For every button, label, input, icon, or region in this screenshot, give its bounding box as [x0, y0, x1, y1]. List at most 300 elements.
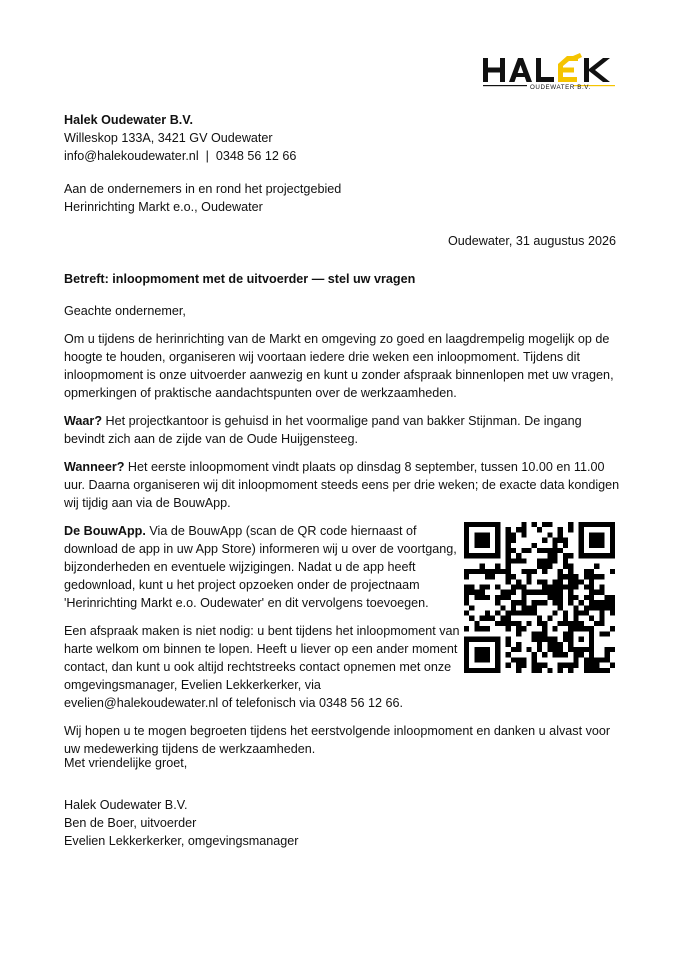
- qr-module: [521, 527, 526, 532]
- qr-module: [558, 569, 563, 574]
- app-text: Via de BouwApp (scan de QR code hiernaast of download de app in uw App Store) informeren wij u over de voortgang, bijzonderheden en eventuele wijzigingen. Nadat u de app heeft gedownload, kunt u het project opzoeken onder de projectnaam 'Herinrichting Markt e.o. Oudewater' en dit vervolgens toevoegen.: [64, 524, 457, 610]
- qr-module: [568, 626, 573, 631]
- qr-module: [469, 569, 474, 574]
- qr-module: [573, 647, 578, 652]
- qr-module: [495, 642, 500, 647]
- qr-module: [542, 548, 547, 553]
- qr-module: [589, 605, 594, 610]
- qr-module: [532, 569, 537, 574]
- qr-module: [547, 642, 552, 647]
- qr-module: [542, 538, 547, 543]
- qr-module: [521, 626, 526, 631]
- qr-module: [506, 663, 511, 668]
- qr-module: [573, 605, 578, 610]
- qr-module: [573, 616, 578, 621]
- paragraph-appointment: Een afspraak maken is niet nodig: u bent tijdens het inloopmoment van harte welkom om binnen te lopen. Heeft u liever op een ander moment contact, dan kunt u ook altijd rechtstreeks contact opnemen met onze omgevingsmanager, Evelien Lekkerkerker, via evelien@halekoudewater.nl of telefonisch via 0348 56 12 66.: [64, 624, 460, 710]
- qr-module: [511, 647, 516, 652]
- qr-module: [506, 652, 511, 657]
- qr-module: [610, 548, 615, 553]
- qr-module: [516, 657, 521, 662]
- qr-module: [605, 595, 610, 600]
- qr-module: [490, 574, 495, 579]
- qr-module: [594, 621, 599, 626]
- qr-module: [469, 584, 474, 589]
- qr-module: [495, 621, 500, 626]
- qr-module: [521, 558, 526, 563]
- qr-module: [558, 532, 563, 537]
- qr-module: [563, 564, 568, 569]
- qr-module: [579, 652, 584, 657]
- qr-module: [542, 631, 547, 636]
- qr-module: [537, 631, 542, 636]
- qr-module: [563, 558, 568, 563]
- qr-module: [563, 574, 568, 579]
- qr-module: [553, 548, 558, 553]
- qr-module: [537, 558, 542, 563]
- qr-module: [516, 647, 521, 652]
- qr-module: [474, 538, 479, 543]
- qr-module: [521, 600, 526, 605]
- qr-module: [511, 538, 516, 543]
- qr-module: [506, 564, 511, 569]
- qr-module: [568, 663, 573, 668]
- qr-module: [506, 621, 511, 626]
- qr-module: [589, 626, 594, 631]
- qr-module: [579, 532, 584, 537]
- qr-module: [521, 611, 526, 616]
- qr-module: [500, 616, 505, 621]
- qr-module: [599, 631, 604, 636]
- qr-module: [474, 626, 479, 631]
- qr-module: [594, 538, 599, 543]
- qr-module: [537, 600, 542, 605]
- qr-module: [532, 522, 537, 527]
- qr-module: [537, 579, 542, 584]
- qr-module: [526, 621, 531, 626]
- qr-module: [485, 616, 490, 621]
- qr-module: [537, 564, 542, 569]
- qr-module: [464, 626, 469, 631]
- signature-line1: Halek Oudewater B.V.: [64, 798, 188, 812]
- qr-module: [573, 657, 578, 662]
- qr-module: [485, 574, 490, 579]
- qr-module: [568, 569, 573, 574]
- qr-module: [521, 595, 526, 600]
- qr-module: [558, 663, 563, 668]
- qr-module: [464, 590, 469, 595]
- qr-module: [610, 626, 615, 631]
- qr-module: [485, 637, 490, 642]
- qr-module: [594, 564, 599, 569]
- qr-module: [589, 647, 594, 652]
- qr-module: [589, 590, 594, 595]
- qr-module: [542, 522, 547, 527]
- qr-module: [511, 558, 516, 563]
- qr-module: [558, 548, 563, 553]
- qr-module: [547, 637, 552, 642]
- qr-module: [568, 647, 573, 652]
- qr-module: [584, 657, 589, 662]
- qr-module: [553, 590, 558, 595]
- qr-module: [599, 590, 604, 595]
- qr-module: [511, 657, 516, 662]
- qr-module: [526, 647, 531, 652]
- qr-module: [558, 590, 563, 595]
- qr-module: [537, 642, 542, 647]
- paragraph-intro: Om u tijdens de herinrichting van de Markt en omgeving zo goed en laagdrempelig mogelijk op de hoogte te houden, organiseren wij voortaan iedere drie weken een inloopmoment. Tijdens dit inloopmoment is onze uitvoerder aanwezig en kunt u zonder afspraak binnenlopen met uw vragen, opmerkingen of praktische aandachtspunten over de werkzaamheden.: [64, 332, 614, 400]
- qr-module: [589, 637, 594, 642]
- qr-module: [568, 590, 573, 595]
- qr-module: [537, 616, 542, 621]
- qr-module: [474, 543, 479, 548]
- qr-module: [610, 569, 615, 574]
- qr-module: [573, 574, 578, 579]
- qr-module: [511, 590, 516, 595]
- qr-module: [542, 621, 547, 626]
- qr-module: [579, 543, 584, 548]
- qr-module: [474, 652, 479, 657]
- qr-module: [594, 590, 599, 595]
- qr-module: [464, 538, 469, 543]
- qr-module: [589, 642, 594, 647]
- qr-module: [480, 532, 485, 537]
- qr-module: [464, 652, 469, 657]
- qr-module: [480, 553, 485, 558]
- qr-module: [589, 652, 594, 657]
- qr-module: [469, 637, 474, 642]
- signature-block: [64, 796, 624, 850]
- qr-module: [573, 652, 578, 657]
- qr-module: [605, 600, 610, 605]
- halek-logo: [481, 52, 619, 98]
- qr-module: [485, 668, 490, 673]
- qr-module: [599, 538, 604, 543]
- qr-module: [511, 584, 516, 589]
- qr-module: [589, 631, 594, 636]
- qr-module: [495, 564, 500, 569]
- qr-module: [469, 616, 474, 621]
- qr-module: [495, 527, 500, 532]
- qr-module: [495, 569, 500, 574]
- sender-block: [64, 111, 624, 165]
- qr-module: [516, 527, 521, 532]
- qr-module: [521, 569, 526, 574]
- qr-module: [464, 642, 469, 647]
- qr-module: [553, 595, 558, 600]
- qr-module: [573, 584, 578, 589]
- qr-module: [589, 584, 594, 589]
- sender-address: Willeskop 133A, 3421 GV Oudewater: [64, 131, 273, 145]
- qr-module: [495, 611, 500, 616]
- qr-module: [568, 595, 573, 600]
- qr-module: [553, 538, 558, 543]
- qr-module: [521, 663, 526, 668]
- qr-module: [542, 637, 547, 642]
- qr-module: [495, 532, 500, 537]
- qr-module: [605, 657, 610, 662]
- qr-module: [563, 538, 568, 543]
- qr-module: [480, 657, 485, 662]
- qr-module: [599, 600, 604, 605]
- qr-module: [485, 538, 490, 543]
- qr-module: [537, 548, 542, 553]
- qr-module: [500, 621, 505, 626]
- qr-module: [506, 579, 511, 584]
- qr-module: [594, 668, 599, 673]
- qr-module: [521, 532, 526, 537]
- qr-module: [563, 621, 568, 626]
- qr-module: [506, 569, 511, 574]
- qr-module: [464, 543, 469, 548]
- qr-module: [589, 522, 594, 527]
- qr-module: [563, 553, 568, 558]
- qr-module: [495, 584, 500, 589]
- qr-module: [563, 616, 568, 621]
- qr-module: [568, 574, 573, 579]
- qr-module: [485, 626, 490, 631]
- signature-line2: Ben de Boer, uitvoerder: [64, 816, 197, 830]
- qr-module: [464, 600, 469, 605]
- qr-module: [547, 548, 552, 553]
- qr-module: [537, 647, 542, 652]
- qr-module: [589, 538, 594, 543]
- qr-module: [553, 647, 558, 652]
- qr-module: [553, 637, 558, 642]
- qr-module: [464, 637, 469, 642]
- paragraph-when: [64, 458, 620, 512]
- qr-module: [584, 584, 589, 589]
- qr-module: [521, 657, 526, 662]
- qr-module: [584, 595, 589, 600]
- qr-module: [594, 522, 599, 527]
- qr-module: [568, 631, 573, 636]
- qr-module: [594, 600, 599, 605]
- where-text: Het projectkantoor is gehuisd in het voormalige pand van bakker Stijnman. De ingang bevindt zich aan de zijde van de Oude Huijgensteeg.: [64, 414, 582, 446]
- letter-date: Oudewater, 31 augustus 2026: [447, 234, 616, 248]
- when-label: Wanneer?: [64, 460, 125, 474]
- qr-module: [589, 553, 594, 558]
- addressee-line1: Aan de ondernemers in en rond het projectgebied: [64, 182, 342, 196]
- qr-module: [485, 532, 490, 537]
- qr-module: [495, 652, 500, 657]
- qr-module: [521, 548, 526, 553]
- qr-module: [532, 543, 537, 548]
- letter-subject: Betreft: inloopmoment met de uitvoerder — stel uw vragen: [64, 272, 416, 286]
- qr-module: [480, 652, 485, 657]
- qr-module: [568, 553, 573, 558]
- qr-module: [547, 522, 552, 527]
- qr-module: [469, 522, 474, 527]
- qr-module: [599, 616, 604, 621]
- qr-module: [605, 631, 610, 636]
- qr-module: [568, 668, 573, 673]
- signature-line3: Evelien Lekkerkerker, omgevingsmanager: [64, 834, 299, 848]
- qr-module: [474, 590, 479, 595]
- qr-module: [485, 652, 490, 657]
- qr-module: [584, 574, 589, 579]
- qr-module: [599, 522, 604, 527]
- qr-module: [495, 522, 500, 527]
- qr-module: [464, 595, 469, 600]
- qr-module: [547, 595, 552, 600]
- qr-module: [542, 626, 547, 631]
- qr-module: [506, 574, 511, 579]
- qr-module: [532, 600, 537, 605]
- qr-module: [589, 543, 594, 548]
- qr-module: [589, 579, 594, 584]
- qr-module: [584, 569, 589, 574]
- qr-module: [526, 548, 531, 553]
- qr-module: [547, 584, 552, 589]
- qr-module: [474, 668, 479, 673]
- qr-module: [511, 574, 516, 579]
- qr-module: [605, 668, 610, 673]
- qr-module: [500, 569, 505, 574]
- qr-module: [558, 668, 563, 673]
- qr-module: [464, 657, 469, 662]
- closing: Met vriendelijke groet,: [64, 756, 188, 770]
- qr-module: [511, 548, 516, 553]
- qr-module: [500, 590, 505, 595]
- qr-module: [584, 626, 589, 631]
- qr-module: [506, 548, 511, 553]
- qr-module: [589, 569, 594, 574]
- qr-module: [526, 569, 531, 574]
- qr-module: [526, 605, 531, 610]
- qr-module: [474, 621, 479, 626]
- qr-module: [474, 522, 479, 527]
- qr-module: [506, 538, 511, 543]
- qr-module: [568, 579, 573, 584]
- qr-module: [500, 605, 505, 610]
- qr-module: [584, 553, 589, 558]
- qr-module: [563, 652, 568, 657]
- qr-module: [553, 584, 558, 589]
- qr-module: [516, 642, 521, 647]
- qr-module: [506, 543, 511, 548]
- qr-module: [474, 532, 479, 537]
- qr-module: [511, 611, 516, 616]
- qr-module: [506, 637, 511, 642]
- qr-module: [579, 522, 584, 527]
- qr-module: [599, 621, 604, 626]
- qr-module: [547, 647, 552, 652]
- qr-module: [464, 522, 469, 527]
- qr-module: [579, 611, 584, 616]
- qr-module: [480, 564, 485, 569]
- qr-module: [589, 532, 594, 537]
- qr-module: [563, 631, 568, 636]
- qr-module: [495, 657, 500, 662]
- qr-module: [464, 663, 469, 668]
- qr-module: [599, 584, 604, 589]
- qr-module: [558, 621, 563, 626]
- qr-module: [605, 553, 610, 558]
- qr-module: [547, 532, 552, 537]
- qr-module: [485, 522, 490, 527]
- qr-module: [506, 642, 511, 647]
- qr-module: [506, 527, 511, 532]
- qr-module: [610, 605, 615, 610]
- qr-module: [526, 574, 531, 579]
- qr-module: [568, 621, 573, 626]
- qr-module: [610, 538, 615, 543]
- qr-module: [610, 527, 615, 532]
- qr-module: [542, 579, 547, 584]
- salutation: Geachte ondernemer,: [64, 304, 186, 318]
- qr-module: [480, 647, 485, 652]
- qr-module: [547, 558, 552, 563]
- qr-module: [532, 637, 537, 642]
- qr-module: [506, 611, 511, 616]
- qr-module: [573, 595, 578, 600]
- qr-code-icon[interactable]: [464, 522, 615, 673]
- qr-module: [558, 527, 563, 532]
- qr-module: [558, 647, 563, 652]
- qr-module: [464, 553, 469, 558]
- qr-module: [573, 621, 578, 626]
- qr-module: [532, 652, 537, 657]
- qr-module: [506, 558, 511, 563]
- qr-module: [464, 611, 469, 616]
- qr-module: [584, 668, 589, 673]
- qr-module: [542, 569, 547, 574]
- qr-module: [469, 590, 474, 595]
- qr-module: [579, 621, 584, 626]
- qr-module: [480, 543, 485, 548]
- qr-module: [579, 626, 584, 631]
- qr-module: [485, 553, 490, 558]
- qr-module: [589, 600, 594, 605]
- qr-module: [511, 605, 516, 610]
- qr-module: [589, 616, 594, 621]
- qr-module: [599, 611, 604, 616]
- qr-module: [573, 663, 578, 668]
- app-label: De BouwApp.: [64, 524, 146, 538]
- qr-module: [532, 590, 537, 595]
- qr-module: [495, 595, 500, 600]
- qr-module: [553, 626, 558, 631]
- qr-module: [573, 626, 578, 631]
- qr-module: [490, 522, 495, 527]
- qr-module: [599, 553, 604, 558]
- qr-module: [547, 590, 552, 595]
- qr-module: [579, 553, 584, 558]
- qr-module: [474, 569, 479, 574]
- qr-module: [495, 637, 500, 642]
- qr-module: [495, 538, 500, 543]
- qr-module: [605, 652, 610, 657]
- qr-module: [537, 590, 542, 595]
- qr-module: [584, 663, 589, 668]
- qr-module: [553, 579, 558, 584]
- qr-module: [547, 564, 552, 569]
- qr-module: [599, 543, 604, 548]
- qr-module: [469, 668, 474, 673]
- qr-module: [542, 590, 547, 595]
- qr-module: [599, 668, 604, 673]
- qr-module: [547, 668, 552, 673]
- qr-module: [558, 652, 563, 657]
- qr-module: [589, 668, 594, 673]
- paragraph-app: [64, 522, 464, 612]
- addressee-block: [64, 180, 624, 216]
- qr-module: [511, 621, 516, 626]
- qr-module: [542, 663, 547, 668]
- qr-module: [579, 647, 584, 652]
- qr-module: [506, 595, 511, 600]
- qr-module: [610, 522, 615, 527]
